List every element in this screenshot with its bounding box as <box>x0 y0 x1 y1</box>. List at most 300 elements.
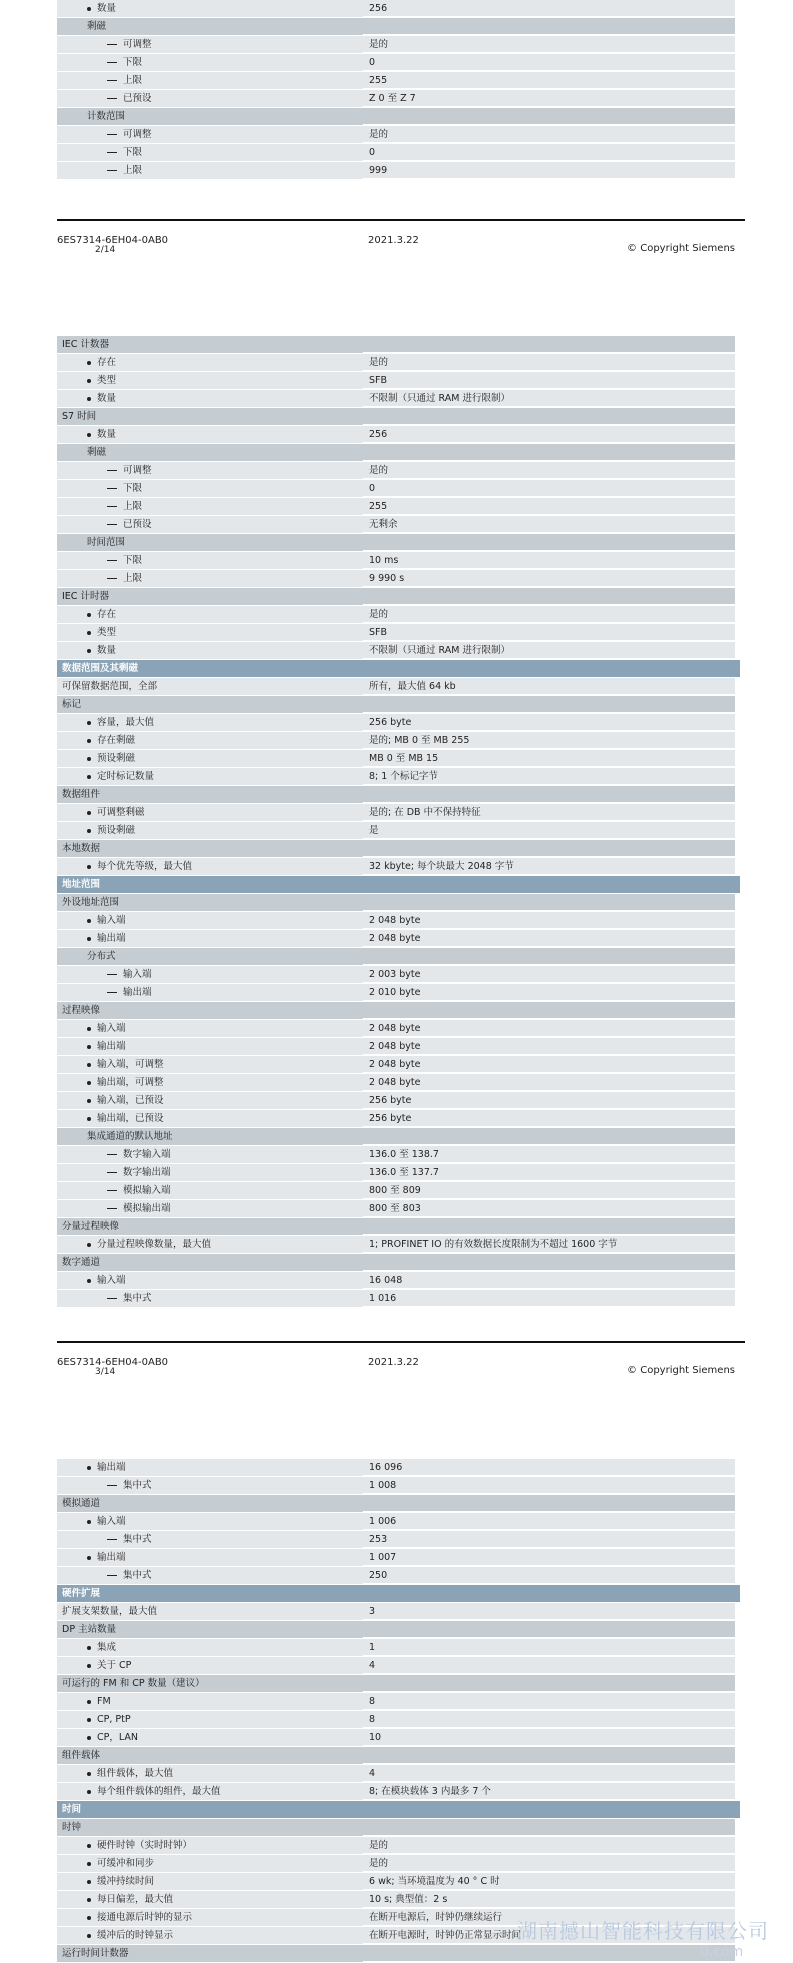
spec-label: 下限 <box>123 147 143 158</box>
spec-value: 8 <box>363 1693 735 1710</box>
spec-label: 类型 <box>97 375 117 386</box>
bullet-icon <box>87 1099 91 1103</box>
spec-label: 数据组件 <box>62 789 101 800</box>
spec-row <box>57 1567 735 1585</box>
spec-label-cell <box>57 840 366 858</box>
spec-label-cell <box>57 1182 411 1200</box>
spec-value: 4 <box>363 1765 735 1782</box>
footer-page-number: 2/14 <box>95 245 116 255</box>
spec-label-cell <box>57 1675 366 1693</box>
spec-label: 输出端 <box>123 987 152 998</box>
spec-section-header <box>57 108 735 126</box>
spec-label-cell <box>57 1110 391 1128</box>
spec-label: CP, PtP <box>97 1714 131 1725</box>
bullet-icon <box>87 7 91 11</box>
spec-row <box>57 1513 735 1531</box>
spec-label: 集中式 <box>123 1480 152 1491</box>
spec-label: 模拟通道 <box>62 1498 101 1509</box>
spec-value <box>363 1621 735 1638</box>
spec-value <box>363 18 735 35</box>
spec-label: 关于 CP <box>97 1660 132 1671</box>
spec-label-cell <box>57 966 411 984</box>
spec-label: 类型 <box>97 627 117 638</box>
spec-row <box>57 768 735 786</box>
spec-label: 输入端，可调整 <box>97 1059 164 1070</box>
bullet-icon <box>87 1862 91 1866</box>
spec-value: 2 003 byte <box>363 966 735 983</box>
spec-value: 在断开电源后，时钟仍继续运行 <box>363 1909 735 1926</box>
spec-value: 256 <box>363 0 735 17</box>
watermark-text: 湖南撼山智能科技有限公司 <box>517 1919 769 1943</box>
spec-label: 上限 <box>123 501 143 512</box>
spec-label: 上限 <box>123 75 143 86</box>
spec-row <box>57 1783 735 1801</box>
bullet-icon <box>87 649 91 653</box>
spec-row <box>57 1639 735 1657</box>
spec-value: SFB <box>363 624 735 641</box>
spec-label: 存在剩磁 <box>97 735 136 746</box>
spec-row <box>57 930 735 948</box>
dash-icon <box>107 1298 117 1299</box>
spec-label: 输入端 <box>97 1275 126 1286</box>
bullet-icon <box>87 1243 91 1247</box>
spec-label-cell <box>57 912 391 930</box>
spec-section-header <box>57 840 735 858</box>
spec-label-cell <box>57 1729 391 1747</box>
spec-section-header <box>57 1747 735 1765</box>
spec-label: 输出端 <box>97 1552 126 1563</box>
spec-value: 8; 在模块载体 3 内最多 7 个 <box>363 1783 735 1800</box>
spec-value <box>363 1819 735 1836</box>
bullet-icon <box>87 739 91 743</box>
spec-label-cell <box>57 462 411 480</box>
spec-value: 在断开电源时，时钟仍正常显示时间 <box>363 1927 735 1944</box>
bullet-icon <box>87 613 91 617</box>
spec-row <box>57 0 735 18</box>
spec-section-header <box>57 1585 735 1603</box>
spec-label-cell <box>57 696 366 714</box>
spec-label: 输入端 <box>97 1516 126 1527</box>
spec-label-cell <box>57 498 411 516</box>
spec-value: 255 <box>363 498 735 515</box>
spec-value: 4 <box>363 1657 735 1674</box>
spec-section-header <box>57 1945 735 1963</box>
spec-value: 6 wk; 当环境温度为 40 ° C 时 <box>363 1873 735 1890</box>
spec-label-cell <box>57 1272 391 1290</box>
spec-value: 1 006 <box>363 1513 735 1530</box>
spec-label: 分量过程映像 <box>62 1221 120 1232</box>
spec-value: 32 kbyte; 每个块最大 2048 字节 <box>363 858 735 875</box>
spec-value: 8; 1 个标记字节 <box>363 768 735 785</box>
spec-row <box>57 1657 735 1675</box>
spec-section-header <box>57 1801 735 1819</box>
spec-value <box>363 108 735 125</box>
spec-value: 2 048 byte <box>363 1038 735 1055</box>
bullet-icon <box>87 775 91 779</box>
spec-value: 9 990 s <box>363 570 735 587</box>
spec-value: 是的 <box>363 462 735 479</box>
spec-value <box>363 588 735 605</box>
spec-section-header <box>57 1675 735 1693</box>
spec-value: 1 008 <box>363 1477 735 1494</box>
bullet-icon <box>87 1466 91 1470</box>
spec-row <box>57 1146 735 1164</box>
spec-value: 是的 <box>363 354 735 371</box>
spec-label-cell <box>57 1621 366 1639</box>
spec-value: 256 <box>363 426 735 443</box>
spec-value: 10 ms <box>363 552 735 569</box>
spec-value: 2 048 byte <box>363 1056 735 1073</box>
spec-label: 输出端 <box>97 933 126 944</box>
bullet-icon <box>87 1027 91 1031</box>
spec-value: 8 <box>363 1711 735 1728</box>
bullet-icon <box>87 433 91 437</box>
bullet-icon <box>87 1556 91 1560</box>
spec-value: 16 048 <box>363 1272 735 1289</box>
spec-row <box>57 750 735 768</box>
bullet-icon <box>87 1790 91 1794</box>
spec-value <box>363 1128 735 1145</box>
spec-label-cell <box>57 642 391 660</box>
spec-label-cell <box>57 108 391 126</box>
spec-row <box>57 426 735 444</box>
spec-value: 253 <box>363 1531 735 1548</box>
spec-row <box>57 1236 735 1254</box>
spec-row <box>57 72 735 90</box>
spec-label-cell <box>57 678 366 696</box>
spec-value: 2 048 byte <box>363 1020 735 1037</box>
spec-value: 1; PROFINET IO 的有效数据长度限制为不超过 1600 字节 <box>363 1236 735 1253</box>
spec-label: 数量 <box>97 3 117 14</box>
spec-label-cell <box>57 804 391 822</box>
spec-value: 16 096 <box>363 1459 735 1476</box>
spec-label: 上限 <box>123 573 143 584</box>
bullet-icon <box>87 721 91 725</box>
spec-row <box>57 606 735 624</box>
spec-label: S7 时间 <box>62 411 97 422</box>
spec-label: 输入端 <box>97 915 126 926</box>
spec-label: 过程映像 <box>62 1005 101 1016</box>
spec-label: 集成通道的默认地址 <box>87 1131 173 1142</box>
spec-label: 输出端 <box>97 1041 126 1052</box>
spec-label: 时间 <box>62 1804 82 1815</box>
spec-label-cell <box>57 750 391 768</box>
spec-label-cell <box>57 786 366 804</box>
spec-label: DP 主站数量 <box>62 1624 117 1635</box>
spec-row <box>57 144 735 162</box>
bullet-icon <box>87 1844 91 1848</box>
spec-section-header <box>57 696 735 714</box>
spec-label: 时钟 <box>62 1822 82 1833</box>
spec-value: SFB <box>363 372 735 389</box>
spec-label-cell <box>57 408 366 426</box>
spec-label: 可运行的 FM 和 CP 数量（建议） <box>62 1678 205 1689</box>
spec-label: 输入端 <box>97 1023 126 1034</box>
spec-value <box>363 1675 735 1692</box>
spec-value: 不限制（只通过 RAM 进行限制） <box>363 642 735 659</box>
spec-label: 已预设 <box>123 519 152 530</box>
spec-table-section-3 <box>57 1459 735 1963</box>
spec-table-section-2 <box>57 336 735 1308</box>
spec-row <box>57 822 735 840</box>
spec-label-cell <box>57 948 391 966</box>
spec-value: 256 byte <box>363 714 735 731</box>
dash-icon <box>107 1539 117 1540</box>
spec-label-cell <box>57 1567 411 1585</box>
spec-row <box>57 1477 735 1495</box>
spec-value: 136.0 至 137.7 <box>363 1164 735 1181</box>
spec-row <box>57 462 735 480</box>
spec-value: 800 至 809 <box>363 1182 735 1199</box>
spec-label-cell <box>57 930 391 948</box>
spec-row <box>57 1531 735 1549</box>
spec-row <box>57 90 735 108</box>
spec-label: 剩磁 <box>87 21 107 32</box>
spec-label-cell <box>57 1711 391 1729</box>
spec-label: 集中式 <box>123 1293 152 1304</box>
footer-date: 2021.3.22 <box>368 1357 419 1368</box>
spec-label: 可调整 <box>123 39 152 50</box>
bullet-icon <box>87 757 91 761</box>
spec-label-cell <box>57 1801 740 1819</box>
spec-label: 硬件时钟（实时时钟） <box>97 1840 193 1851</box>
spec-row <box>57 54 735 72</box>
bullet-icon <box>87 397 91 401</box>
spec-value: 无剩余 <box>363 516 735 533</box>
spec-label-cell <box>57 1891 391 1909</box>
footer-date: 2021.3.22 <box>368 235 419 246</box>
spec-row <box>57 1837 735 1855</box>
spec-section-header <box>57 876 735 894</box>
spec-label: 运行时间计数器 <box>62 1948 129 1959</box>
spec-label-cell <box>57 1092 391 1110</box>
spec-label-cell <box>57 552 411 570</box>
spec-label: 分量过程映像数量，最大值 <box>97 1239 212 1250</box>
spec-label: 模拟输入端 <box>123 1185 171 1196</box>
spec-label-cell <box>57 1603 366 1621</box>
spec-row <box>57 1200 735 1218</box>
spec-value <box>363 1945 735 1962</box>
spec-label-cell <box>57 1218 366 1236</box>
spec-value: 是的 <box>363 606 735 623</box>
spec-label: 地址范围 <box>62 879 101 890</box>
spec-label: 输入端 <box>123 969 152 980</box>
spec-label-cell <box>57 606 391 624</box>
spec-value: 256 byte <box>363 1110 735 1127</box>
spec-row <box>57 966 735 984</box>
spec-label-cell <box>57 1495 366 1513</box>
spec-value: 是的 <box>363 1837 735 1854</box>
bullet-icon <box>87 1934 91 1938</box>
spec-section-header <box>57 1621 735 1639</box>
bullet-icon <box>87 1772 91 1776</box>
spec-label: 数字输出端 <box>123 1167 171 1178</box>
spec-label-cell <box>57 1164 411 1182</box>
spec-label-cell <box>57 1873 391 1891</box>
spec-section-header <box>57 1002 735 1020</box>
spec-row <box>57 1855 735 1873</box>
spec-label: 每个优先等级，最大值 <box>97 861 193 872</box>
spec-row <box>57 1164 735 1182</box>
spec-label: 数字通道 <box>62 1257 101 1268</box>
spec-row <box>57 732 735 750</box>
spec-section-header <box>57 660 735 678</box>
spec-value: 2 048 byte <box>363 930 735 947</box>
spec-row <box>57 1110 735 1128</box>
spec-row <box>57 804 735 822</box>
spec-label-cell <box>57 144 411 162</box>
footer-page-number: 3/14 <box>95 1367 116 1377</box>
spec-label-cell <box>57 36 411 54</box>
spec-value: 0 <box>363 54 735 71</box>
spec-value: 不限制（只通过 RAM 进行限制） <box>363 390 735 407</box>
spec-label: 可调整剩磁 <box>97 807 145 818</box>
bullet-icon <box>87 1736 91 1740</box>
spec-value: 是的 <box>363 126 735 143</box>
spec-value <box>363 1002 735 1019</box>
spec-label: 可缓冲和同步 <box>97 1858 155 1869</box>
spec-section-header <box>57 786 735 804</box>
spec-row <box>57 390 735 408</box>
spec-value <box>363 1254 735 1271</box>
dash-icon <box>107 488 117 489</box>
spec-label-cell <box>57 1747 366 1765</box>
spec-label: 集中式 <box>123 1534 152 1545</box>
spec-row <box>57 126 735 144</box>
bullet-icon <box>87 361 91 365</box>
spec-value: 1 016 <box>363 1290 735 1307</box>
spec-label-cell <box>57 1927 391 1945</box>
spec-row <box>57 1729 735 1747</box>
bullet-icon <box>87 919 91 923</box>
spec-label-cell <box>57 1783 391 1801</box>
spec-label: 模拟输出端 <box>123 1203 171 1214</box>
spec-value: 800 至 803 <box>363 1200 735 1217</box>
spec-row <box>57 1693 735 1711</box>
spec-label-cell <box>57 0 391 18</box>
spec-row <box>57 1873 735 1891</box>
spec-section-header <box>57 18 735 36</box>
bullet-icon <box>87 811 91 815</box>
spec-section-header <box>57 444 735 462</box>
footer-order-number: 6ES7314-6EH04-0AB0 <box>57 235 169 246</box>
spec-label: IEC 计时器 <box>62 591 109 602</box>
spec-label-cell <box>57 1020 391 1038</box>
spec-row <box>57 162 735 180</box>
bullet-icon <box>87 1898 91 1902</box>
spec-row <box>57 1272 735 1290</box>
dash-icon <box>107 1190 117 1191</box>
bullet-icon <box>87 1880 91 1884</box>
spec-row <box>57 516 735 534</box>
dash-icon <box>107 992 117 993</box>
spec-table-section-1 <box>57 0 735 180</box>
spec-label-cell <box>57 1236 391 1254</box>
spec-label: FM <box>97 1696 111 1707</box>
spec-label: 集中式 <box>123 1570 152 1581</box>
spec-label: 组件载体，最大值 <box>97 1768 174 1779</box>
dash-icon <box>107 578 117 579</box>
spec-label-cell <box>57 162 411 180</box>
spec-row <box>57 642 735 660</box>
spec-label: 输出端，已预设 <box>97 1113 164 1124</box>
spec-row <box>57 1038 735 1056</box>
spec-label: 已预设 <box>123 93 152 104</box>
dash-icon <box>107 974 117 975</box>
bullet-icon <box>87 1718 91 1722</box>
spec-label: 预设剩磁 <box>97 753 136 764</box>
spec-value: 2 048 byte <box>363 912 735 929</box>
spec-label: 输出端，可调整 <box>97 1077 164 1088</box>
spec-value <box>363 948 735 965</box>
spec-label: 硬件扩展 <box>62 1588 101 1599</box>
dash-icon <box>107 470 117 471</box>
spec-value <box>363 786 735 803</box>
spec-label-cell <box>57 1531 411 1549</box>
spec-value <box>363 444 735 461</box>
spec-label: 集成 <box>97 1642 117 1653</box>
spec-label-cell <box>57 1254 366 1272</box>
spec-label: 容量，最大值 <box>97 717 155 728</box>
spec-label: 剩磁 <box>87 447 107 458</box>
dash-icon <box>107 1172 117 1173</box>
spec-label-cell <box>57 1002 366 1020</box>
spec-label: 缓冲持续时间 <box>97 1876 155 1887</box>
dash-icon <box>107 170 117 171</box>
bullet-icon <box>87 829 91 833</box>
spec-label: 数量 <box>97 429 117 440</box>
spec-value: 是的; 在 DB 中不保持特征 <box>363 804 735 821</box>
spec-label: 输入端，已预设 <box>97 1095 164 1106</box>
bullet-icon <box>87 1063 91 1067</box>
spec-value: 1 007 <box>363 1549 735 1566</box>
bullet-icon <box>87 1081 91 1085</box>
dash-icon <box>107 1485 117 1486</box>
spec-label-cell <box>57 1945 366 1963</box>
spec-label: 接通电源后时钟的显示 <box>97 1912 193 1923</box>
spec-row <box>57 1056 735 1074</box>
bullet-icon <box>87 1045 91 1049</box>
spec-label-cell <box>57 1459 391 1477</box>
page-footer-2 <box>57 1341 745 1383</box>
spec-row <box>57 1891 735 1909</box>
spec-label-cell <box>57 444 391 462</box>
spec-value <box>363 840 735 857</box>
dash-icon <box>107 560 117 561</box>
dash-icon <box>107 44 117 45</box>
spec-value: 256 byte <box>363 1092 735 1109</box>
spec-row <box>57 1092 735 1110</box>
spec-label-cell <box>57 660 740 678</box>
spec-section-header <box>57 1819 735 1837</box>
spec-label-cell <box>57 1290 411 1308</box>
spec-label-cell <box>57 1765 391 1783</box>
spec-section-header <box>57 336 735 354</box>
bullet-icon <box>87 631 91 635</box>
spec-label-cell <box>57 732 391 750</box>
spec-label-cell <box>57 426 391 444</box>
spec-section-header <box>57 408 735 426</box>
bullet-icon <box>87 1520 91 1524</box>
spec-section-header <box>57 1218 735 1236</box>
spec-value: 是 <box>363 822 735 839</box>
bullet-icon <box>87 1664 91 1668</box>
spec-section-header <box>57 1128 735 1146</box>
spec-label: 下限 <box>123 555 143 566</box>
spec-value <box>363 408 735 425</box>
spec-row <box>57 912 735 930</box>
dash-icon <box>107 62 117 63</box>
